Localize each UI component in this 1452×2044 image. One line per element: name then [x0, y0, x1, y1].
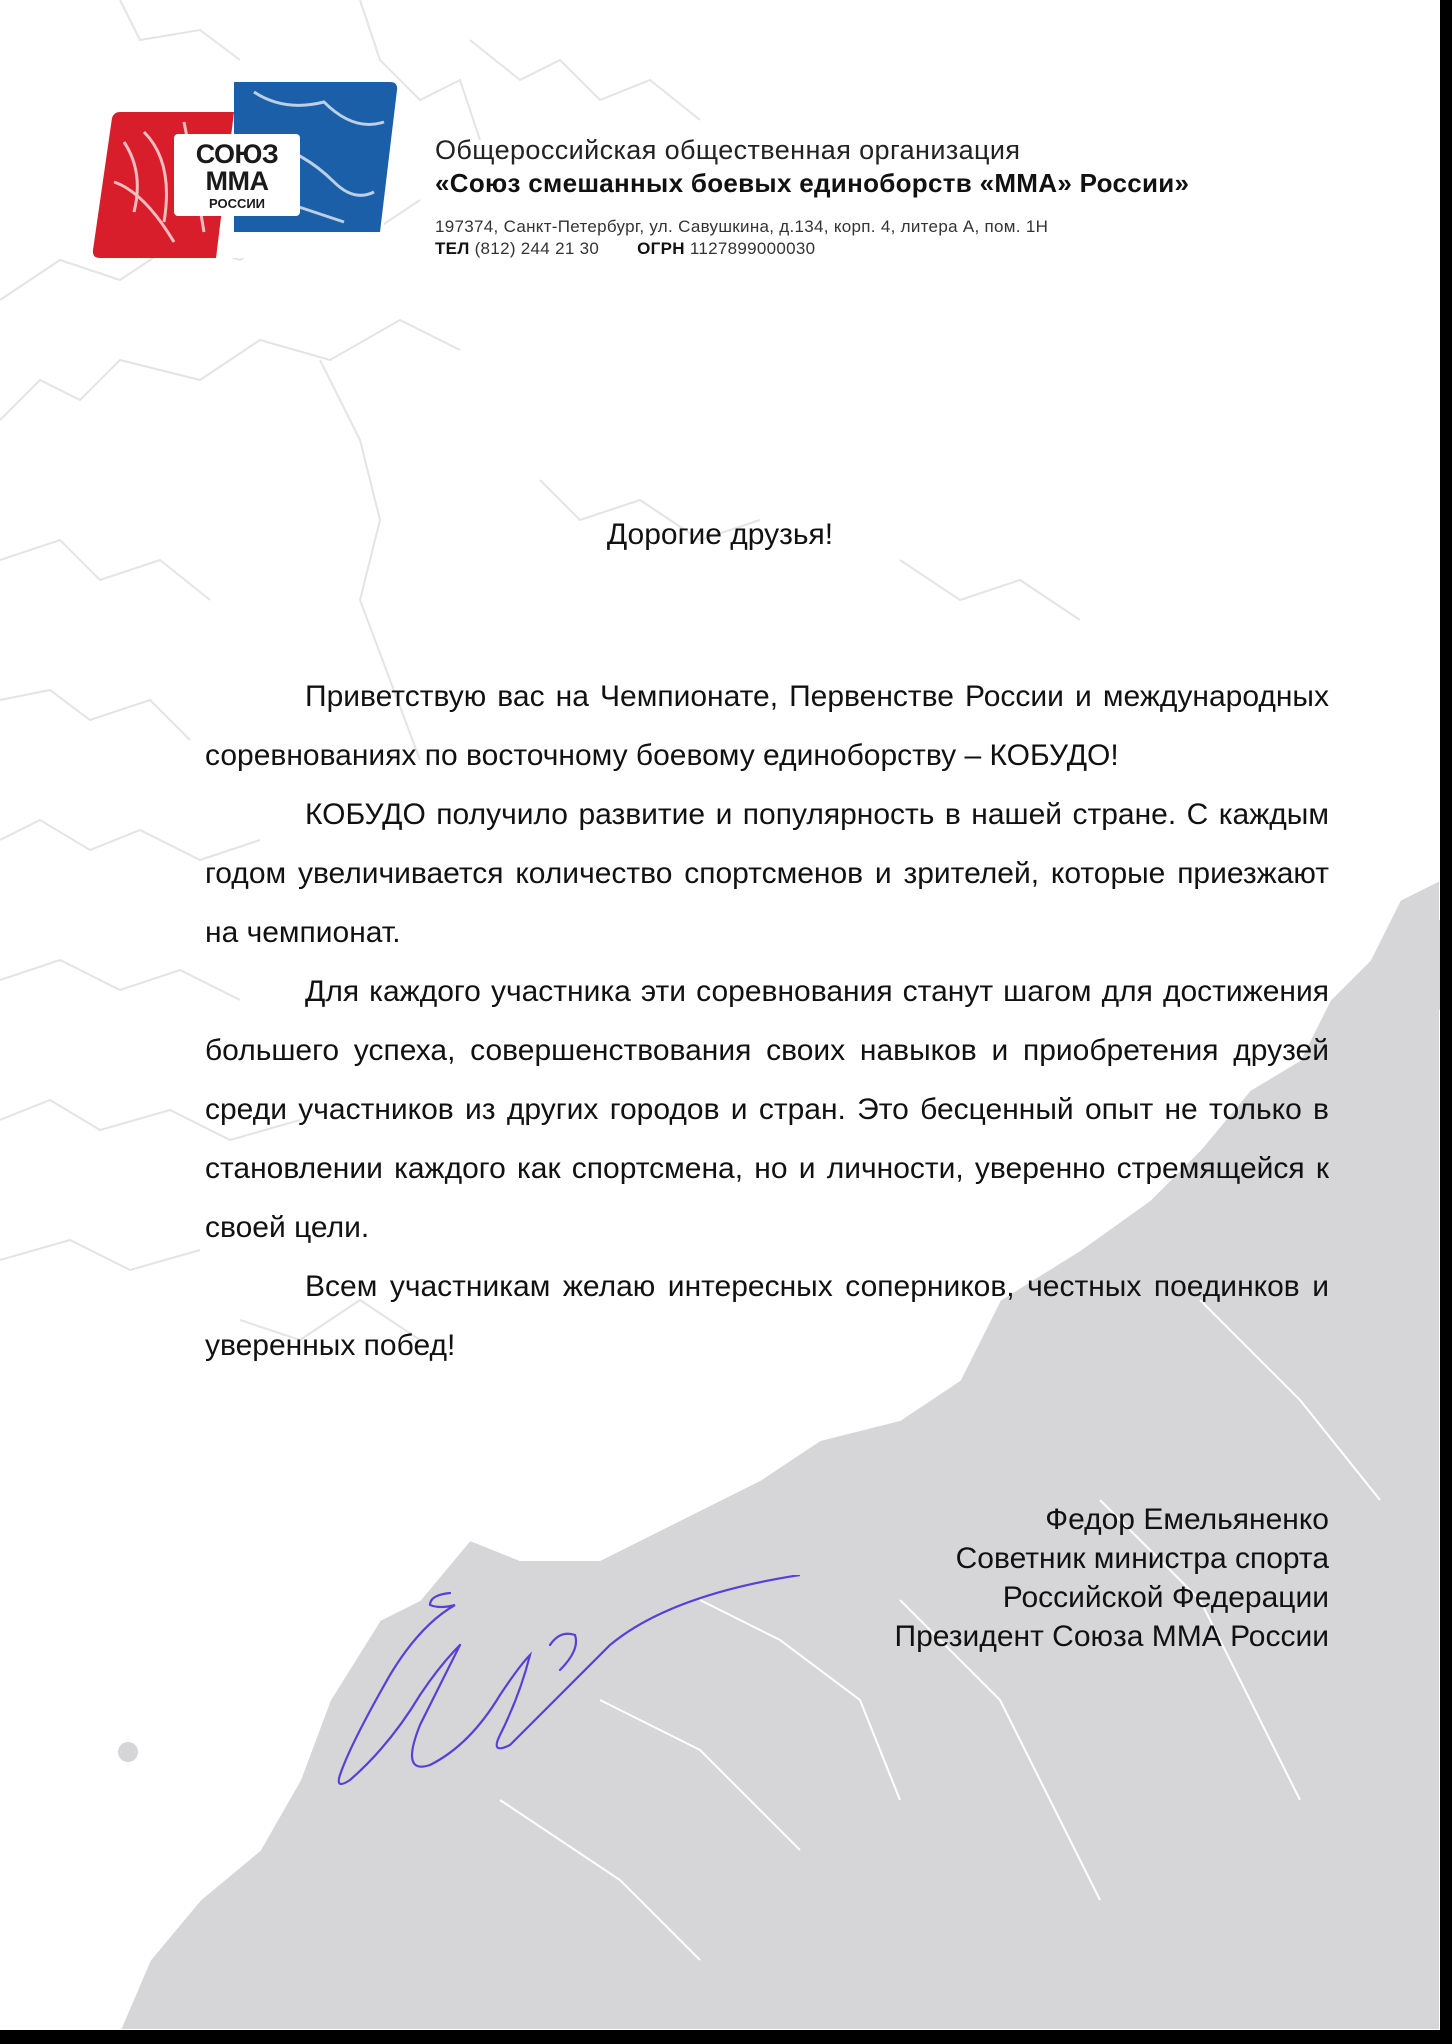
- handwritten-signature: [330, 1575, 800, 1795]
- signatory-title-3: Президент Союза ММА России: [894, 1620, 1329, 1653]
- ogrn-value: 1127899000030: [689, 239, 816, 258]
- greeting: Дорогие друзья!: [606, 518, 834, 551]
- letter-body: [205, 667, 1329, 1375]
- mma-russia-logo: [84, 82, 400, 258]
- logo-line3: РОССИИ: [208, 195, 266, 211]
- tel-value: (812) 244 21 30: [474, 239, 600, 258]
- org-address: 197374, Санкт-Петербург, ул. Савушкина, д.134, корп. 4, литера А, пом. 1Н: [435, 217, 1049, 236]
- org-name: «Союз смешанных боевых единоборств «ММА» России»: [435, 168, 1190, 198]
- signatory-title-2: Российской Федерации: [1002, 1581, 1329, 1614]
- signatory-name: Федор Емельяненко: [1045, 1503, 1329, 1536]
- paragraph-4: Всем участникам желаю интересных соперников, честных поединков и уверенных побед!: [205, 1270, 1329, 1362]
- paragraph-3: Для каждого участника эти соревнования станут шагом для достижения большего успеха, совершенствования своих навыков и приобретения друзей среди участников из других городов и стран. Это бесценный опыт не только в становлении каждого как спортсмена, но и личности, уверенно стремящейся к своей цели.: [205, 975, 1329, 1244]
- logo-wordmark: [174, 134, 300, 216]
- org-contacts: [435, 239, 1395, 259]
- signatory-block: [895, 1500, 1329, 1656]
- paragraph-1: Приветствую вас на Чемпионате, Первенстве России и международных соревнованиях по восточному боевому единоборству – КОБУДО!: [205, 680, 1329, 772]
- ogrn-label: ОГРН: [637, 239, 685, 258]
- letterhead: [435, 135, 1395, 259]
- paragraph-2: КОБУДО получило развитие и популярность в нашей стране. С каждым годом увеличивается количество спортсменов и зрителей, которые приезжают на чемпионат.: [205, 798, 1329, 949]
- signatory-title-1: Советник министра спорта: [955, 1542, 1329, 1575]
- org-type: Общероссийская общественная организация: [435, 135, 1021, 165]
- logo-line1: СОЮЗ: [195, 138, 279, 169]
- tel-label: ТЕЛ: [435, 239, 470, 258]
- logo-line2: ММА: [205, 165, 269, 196]
